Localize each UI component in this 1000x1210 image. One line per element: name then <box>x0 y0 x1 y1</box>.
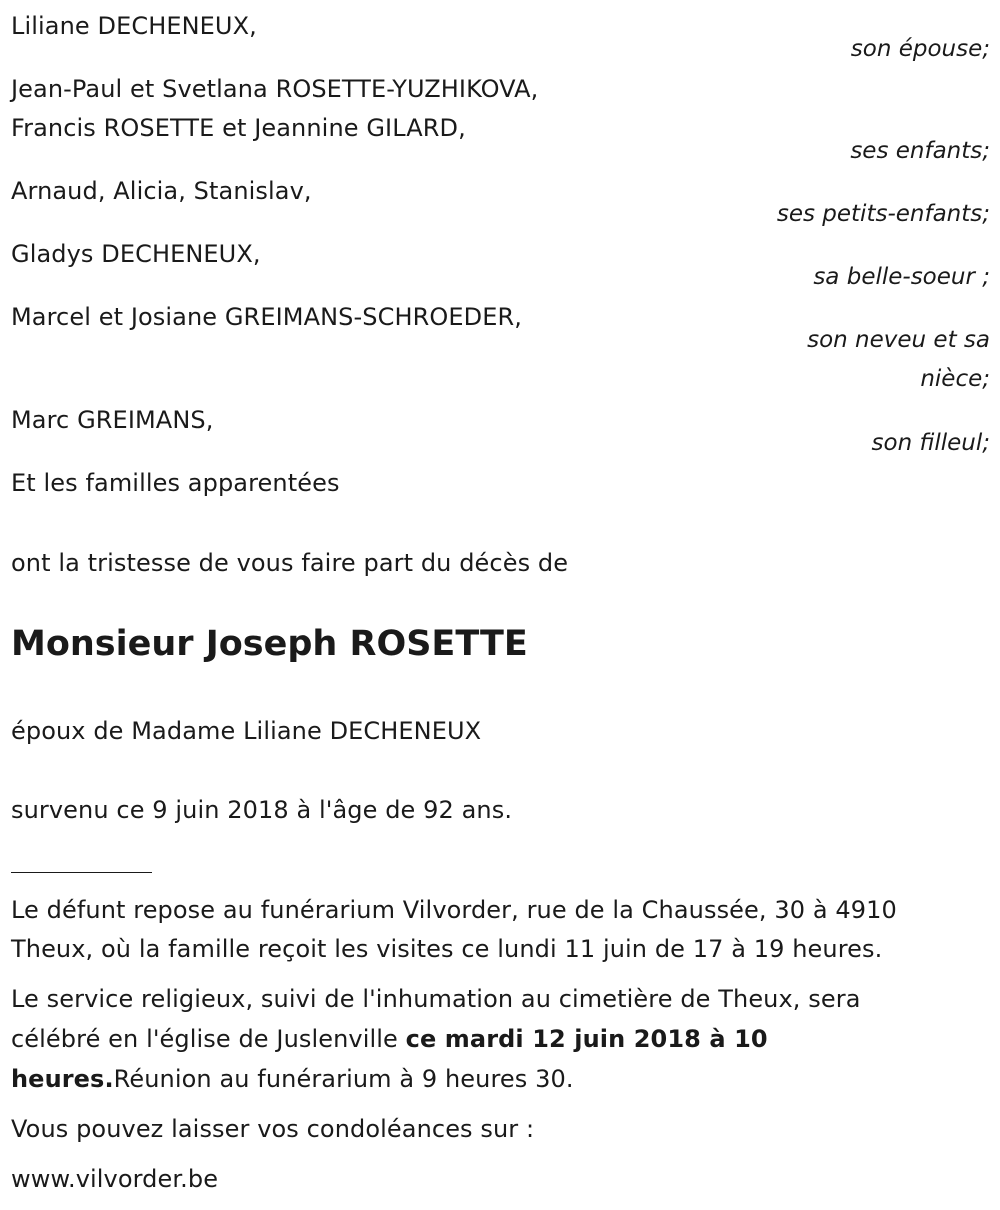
service-date-emphasis: heures. <box>11 1065 114 1093</box>
spouse-line: époux de Madame Liliane DECHENEUX <box>11 717 482 745</box>
condolences-text: Vous pouvez laisser vos condoléances sur : <box>11 1115 535 1143</box>
divider <box>11 872 152 873</box>
website-link[interactable]: www.vilvorder.be <box>11 1165 219 1193</box>
family-name-line: Liliane DECHENEUX, <box>11 12 257 40</box>
family-relation: ses petits-enfants; <box>776 201 990 227</box>
family-name-line: Francis ROSETTE et Jeannine GILARD, <box>11 114 466 142</box>
service-line <box>11 1060 574 1099</box>
family-relation: son épouse; <box>850 36 990 62</box>
family-relation: ses enfants; <box>850 138 990 164</box>
announcement-text: ont la tristesse de vous faire part du décès de <box>11 549 569 577</box>
funeral-home-line: Le défunt repose au funérarium Vilvorder, rue de la Chaussée, 30 à 4910 <box>11 896 897 924</box>
family-relation: nièce; <box>920 366 990 392</box>
related-families: Et les familles apparentées <box>11 469 340 497</box>
gathering-info: Réunion au funérarium à 9 heures 30. <box>113 1065 574 1093</box>
family-name-line: Marcel et Josiane GREIMANS-SCHROEDER, <box>11 303 522 331</box>
family-relation: son filleul; <box>871 430 990 456</box>
family-relation: sa belle-soeur ; <box>813 264 990 290</box>
death-line: survenu ce 9 juin 2018 à l'âge de 92 ans. <box>11 796 513 824</box>
family-name-line: Marc GREIMANS, <box>11 406 214 434</box>
funeral-home-line: Theux, où la famille reçoit les visites ce lundi 11 juin de 17 à 19 heures. <box>11 935 883 963</box>
family-name-line: Gladys DECHENEUX, <box>11 240 261 268</box>
family-relation: son neveu et sa <box>807 327 990 353</box>
deceased-name: Monsieur Joseph ROSETTE <box>11 624 528 664</box>
service-line <box>11 1020 768 1059</box>
family-name-line: Jean-Paul et Svetlana ROSETTE-YUZHIKOVA, <box>11 75 539 103</box>
service-date-emphasis: ce mardi 12 juin 2018 à 10 <box>405 1025 768 1053</box>
service-line: Le service religieux, suivi de l'inhumation au cimetière de Theux, sera <box>11 985 861 1013</box>
family-name-line: Arnaud, Alicia, Stanislav, <box>11 177 312 205</box>
service-text: célébré en l'église de Juslenville <box>11 1025 406 1053</box>
